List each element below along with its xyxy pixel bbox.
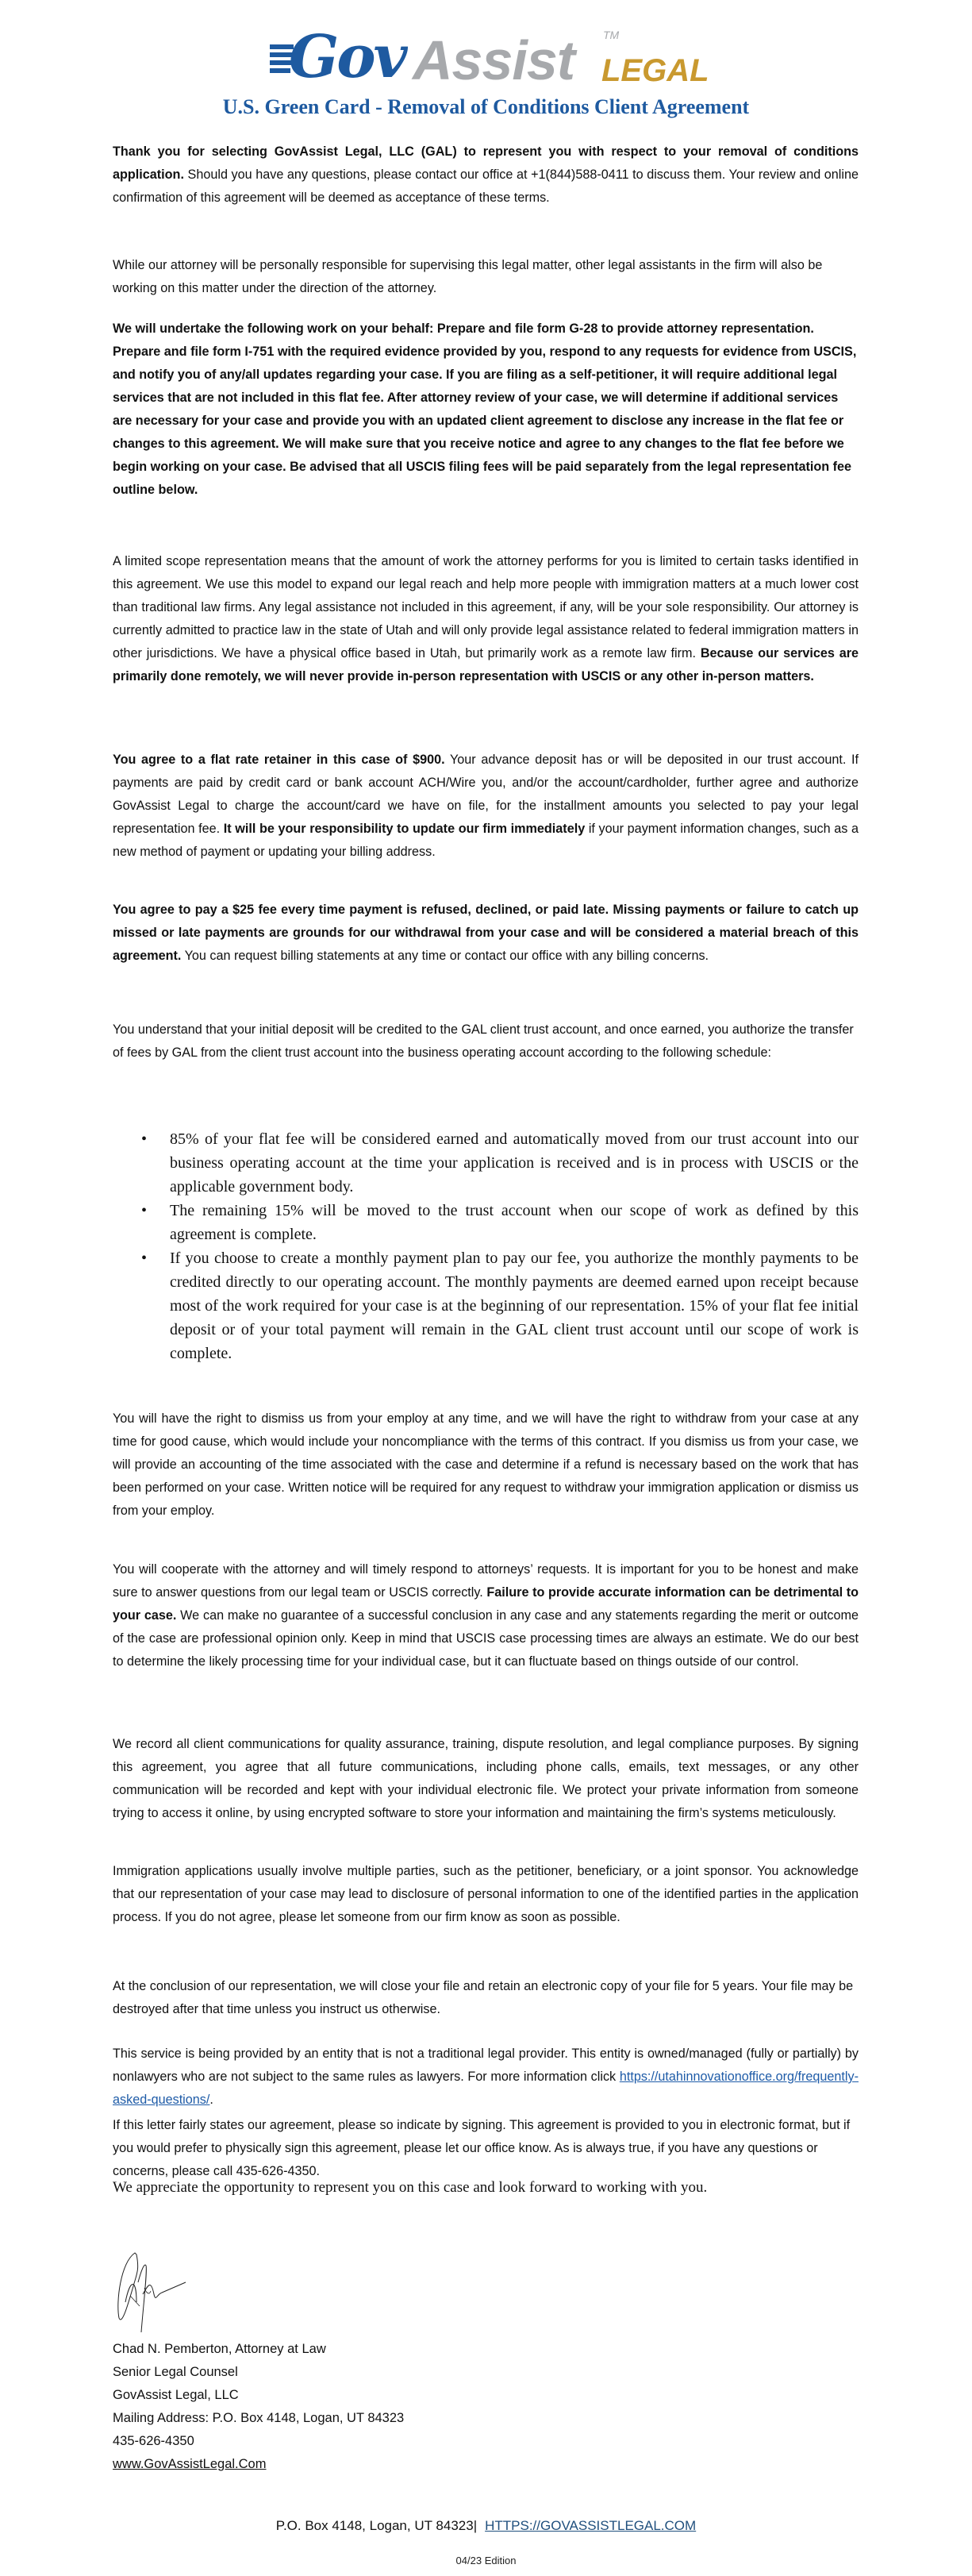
recording-paragraph: We record all client communications for quality assurance, training, dispute resolution, and legal compliance purposes. By signing this agreement, you agree that all future communications, including phone calls, emails, text messages, or any other communication will be recorded and kept with your individual electronic file. We protect your private information from someone trying to access it online, by using encrypted software to store your information and maintaining the firm’s systems meticulously. <box>113 1737 859 1820</box>
cooperation-paragraph <box>113 1558 859 1673</box>
trust-transfer-paragraph: You understand that your initial deposit will be credited to the GAL client trust account, and once earned, you authorize the transfer of fees by GAL from the client trust account into the business operating account according to the following schedule: <box>113 1022 854 1060</box>
late-fee-bold: You agree to pay a $25 fee every time payment is refused, declined, or paid late. Missing payments or failure to catch up missed or late payments are grounds for our withdrawal from your case and will be considered a material breach of this agreement. <box>113 903 859 963</box>
website-link[interactable]: www.GovAssistLegal.Com <box>113 2457 267 2471</box>
late-fee-paragraph <box>113 899 859 968</box>
mailing-address: Mailing Address: P.O. Box 4148, Logan, UT 84323 <box>113 2411 405 2425</box>
fee-schedule-list <box>113 1127 859 1365</box>
retainer-text-2: if your payment information changes, such as a new method of payment or updating your billing address. <box>113 822 859 859</box>
govassist-legal-logo <box>0 24 972 95</box>
phone-number: 435-626-4350 <box>113 2434 194 2448</box>
signature-icon <box>113 2247 208 2342</box>
document-title: U.S. Green Card - Removal of Conditions Client Agreement <box>222 95 750 118</box>
fee-schedule-text: If you choose to create a monthly payment plan to pay our fee, you authorize the monthly payments to be credited directly to our operating account. The monthly payments are deemed earned upon receipt because most of the work required for your case is at the beginning of our representation. 15% of your flat fee initial deposit or of your total payment will remain in the GAL client trust account until our scope of work is complete. <box>170 1249 859 1362</box>
dismissal-paragraph: You will have the right to dismiss us from your employ at any time, and we will have the right to withdraw from your case at any time for good cause, which would include your noncompliance with the terms of this contract. If you dismiss us from your case, we will provide an accounting of the time associated with the case and determine if a refund is necessary based on the work that has been performed on your case. Written notice will be required for any request to withdraw your immigration application or dismiss us from your employ. <box>113 1411 859 1518</box>
intro-bold: Thank you for selecting GovAssist Legal, LLC (GAL) to represent you with respect to your removal of conditions application. <box>113 144 859 182</box>
fee-schedule-item <box>113 1199 859 1246</box>
retention-paragraph: At the conclusion of our representation, we will close your file and retain an electronic copy of your file for 5 years. Your file may be destroyed after that time unless you instruct us otherwise. <box>113 1979 854 2016</box>
cooperation-text-2: We can make no guarantee of a successful conclusion in any case and any statements regarding the merit or outcome of the case are professional opinion only. Keep in mind that USCIS case processing times are always an estimate. We do our best to determine the likely processing time for your individual case, but it can fluctuate based on things outside of our control. <box>113 1608 859 1669</box>
bullet-icon: • <box>141 1202 148 1219</box>
logo-trademark: TM <box>603 29 620 41</box>
late-fee-text: You can request billing statements at any time or contact our office with any billing concerns. <box>181 949 709 963</box>
nontraditional-period: . <box>209 2093 213 2107</box>
limited-scope-bold: Because our services are primarily done remotely, we will never provide in-person representation with USCIS or any other in-person matters. <box>113 646 859 683</box>
utah-innovation-office-link[interactable]: https://utahinnovationoffice.org/frequently-asked-questions/ <box>113 2070 859 2107</box>
footer <box>0 2518 972 2534</box>
fee-schedule-text: 85% of your flat fee will be considered earned and automatically moved from our trust account into our business operating account at the time your application is received and is in process with USCIS or the applicable government body. <box>170 1130 859 1196</box>
retainer-responsibility-bold: It will be your responsibility to update our firm immediately <box>223 822 586 836</box>
fee-schedule-item <box>113 1246 859 1365</box>
signature-block <box>113 2338 404 2476</box>
cooperation-bold: Failure to provide accurate information can be detrimental to your case. <box>113 1585 859 1623</box>
fee-schedule-item <box>113 1127 859 1199</box>
scope-of-work-paragraph: We will undertake the following work on your behalf: Prepare and file form G-28 to provide attorney representation. Prepare and file form I-751 with the required evidence provided by you, respond to any requests for evidence from USCIS, and notify you of any/all updates regarding your case. If you are filing as a self-petitioner, it will require additional legal services that are not included in this flat fee. After attorney review of your case, we will determine if additional services are necessary for your case and provide you with an updated client agreement to disclose any increase in the flat fee or changes to this agreement. We will make sure that you receive notice and agree to any changes to the flat fee before we begin working on your case. Be advised that all USCIS filing fees will be paid separately from the legal representation fee outline below. <box>113 322 857 497</box>
disclosure-paragraph: Immigration applications usually involve multiple parties, such as the petitioner, beneficiary, or a joint sponsor. You acknowledge that our representation of your case may lead to disclosure of personal information to one of the identified parties in the application process. If you do not agree, please let someone from our firm know as soon as possible. <box>113 1864 859 1924</box>
footer-address: P.O. Box 4148, Logan, UT 84323| <box>275 2518 478 2533</box>
retainer-paragraph <box>113 749 859 864</box>
retainer-amount-bold: You agree to a flat rate retainer in this case of $900. <box>113 753 445 767</box>
logo-assist-text: Assist <box>413 29 575 91</box>
attorney-name: Chad N. Pemberton, Attorney at Law <box>113 2342 326 2356</box>
cooperation-text: You will cooperate with the attorney and will timely respond to attorneys’ requests. It is important for you to be honest and make sure to answer questions from our legal team or USCIS correctly. <box>113 1562 859 1600</box>
intro-text: Should you have any questions, please contact our office at +1(844)588-0411 to discuss them. Your review and online confirmation of this agreement will be deemed as acceptance of these terms. <box>113 167 859 205</box>
limited-scope-text: A limited scope representation means that the amount of work the attorney performs for you is limited to certain tasks identified in this agreement. We use this model to expand our legal reach and help more people with immigration matters at a much lower cost than traditional law firms. Any legal assistance not included in this agreement, if any, will be your sole responsibility. Our attorney is currently admitted to practice law in the state of Utah and will only provide legal assistance related to federal immigration matters in other jurisdictions. We have a physical office based in Utah, but primarily work as a remote law firm. <box>113 554 859 660</box>
edition-label: 04/23 Edition <box>455 2555 517 2566</box>
signing-paragraph: If this letter fairly states our agreement, please so indicate by signing. This agreement is provided to you in electronic format, but if you would prefer to physically sign this agreement, please let our office know. As is always true, if you have any questions or concerns, please call 435-626-4350. <box>113 2118 851 2178</box>
company-name: GovAssist Legal, LLC <box>113 2388 239 2402</box>
logo-legal-text: LEGAL <box>601 53 709 88</box>
retainer-text: Your advance deposit has or will be deposited in our trust account. If payments are paid by credit card or bank account ACH/Wire you, and/or the account/cardholder, further agree and authorize GovAssist Legal to charge the account/card we have on file, for the installment amounts you selected to pay your legal representation fee. <box>113 753 859 836</box>
bullet-icon: • <box>141 1249 148 1267</box>
bullet-icon: • <box>141 1130 148 1148</box>
attorney-role: Senior Legal Counsel <box>113 2365 238 2379</box>
nontraditional-provider-paragraph <box>113 2043 859 2112</box>
limited-scope-paragraph <box>113 550 859 688</box>
logo-gov-text: Gov <box>289 23 405 91</box>
fee-schedule-text: The remaining 15% will be moved to the trust account when our scope of work as defined by this agreement is complete. <box>170 1202 859 1243</box>
closing-line: We appreciate the opportunity to represent you on this case and look forward to working with you. <box>113 2179 708 2196</box>
supervision-paragraph: While our attorney will be personally responsible for supervising this legal matter, other legal assistants in the firm will also be working on this matter under the direction of the attorney. <box>113 258 823 295</box>
intro-paragraph <box>113 141 859 210</box>
footer-website-link[interactable]: HTTPS://GOVASSISTLEGAL.COM <box>485 2518 697 2533</box>
nontraditional-text: This service is being provided by an entity that is not a traditional legal provider. This entity is owned/managed (fully or partially) by nonlawyers who are not subject to the same rules as lawyers. For more information click <box>113 2047 859 2084</box>
